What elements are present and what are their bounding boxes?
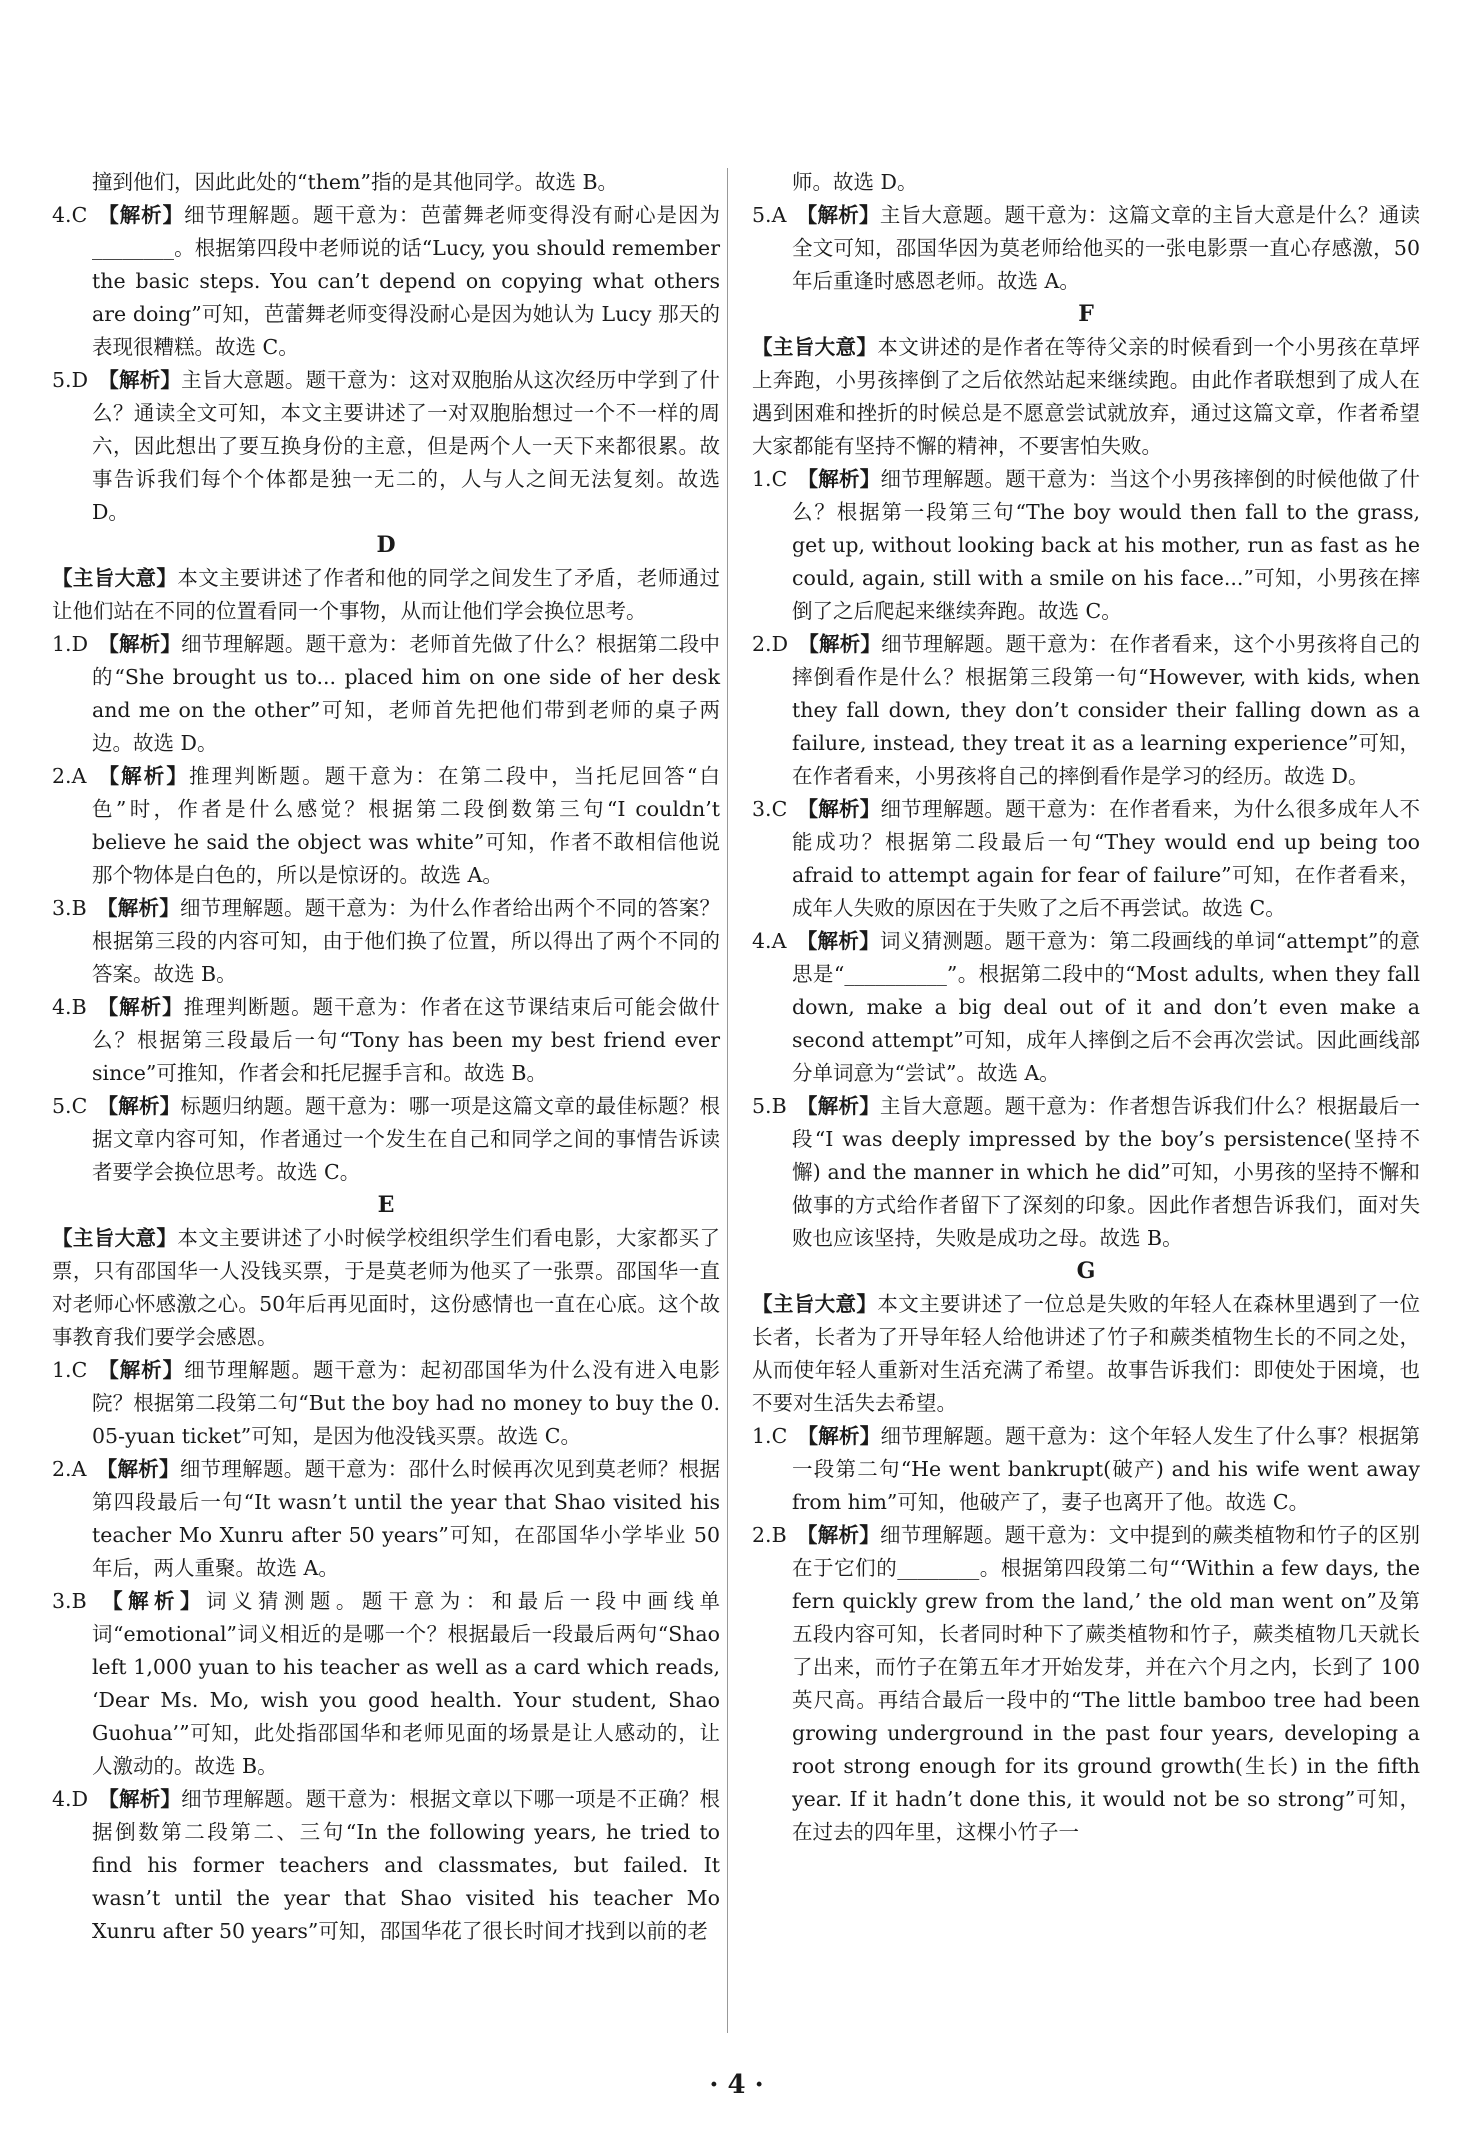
question-number: 5. (752, 1094, 772, 1118)
analysis-text: 细节理解题。题干意为：老师首先做了什么？根据第二段中的“She brought us to... placed him on one side of her desk and me on the other”可知，老师首先把他们带到老师的桌子两边。故选 D。 (92, 632, 721, 755)
analysis-text: 细节理解题。题干意为：这个年轻人发生了什么事？根据第一段第二句“He went bankrupt(破产) and his wife went away from him”可知，他破产了，妻子也离开了他。故选 C。 (792, 1424, 1421, 1514)
answer-item (752, 1090, 1420, 1255)
main-idea-text: 本文主要讲述了小时候学校组织学生们看电影，大家都买了票，只有邵国华一人没钱买票，于是莫老师为他买了一张票。邵国华一直对老师心怀感激之心。50年后再见面时，这份感情也一直在心底。这个故事教育我们要学会感恩。 (52, 1226, 721, 1349)
analysis-tag: 【解析】 (97, 1358, 185, 1382)
answer-item (752, 463, 1420, 628)
question-number: 2. (752, 1523, 772, 1547)
main-idea-text: 本文主要讲述了作者和他的同学之间发生了矛盾，老师通过让他们站在不同的位置看同一个事物，从而让他们学会换位思考。 (52, 566, 721, 623)
analysis-tag: 【解析】 (98, 1787, 182, 1811)
analysis-text: 主旨大意题。题干意为：作者想告诉我们什么？根据最后一段“I was deeply impressed by the boy’s persistence(坚持不懈) and the manner in which he did”可知，小男孩的坚持不懈和做事的方式给作者留下了深刻的印象。因此作者想告诉我们，面对失败也应该坚持，失败是成功之母。故选 B。 (792, 1094, 1421, 1250)
answer-letter: C (771, 1424, 788, 1448)
answer-letter: B (71, 995, 87, 1019)
answer-item (752, 925, 1420, 1090)
answer-letter: D (71, 1787, 88, 1811)
answer-letter: A (771, 203, 787, 227)
analysis-tag: 【解析】 (797, 467, 881, 491)
analysis-tag: 【解析】 (798, 632, 882, 656)
section-heading: G (1076, 1258, 1096, 1284)
answer-item (52, 199, 720, 364)
question-number: 4. (52, 1787, 72, 1811)
analysis-text: 细节理解题。题干意为：芭蕾舞老师变得没有耐心是因为________。根据第四段中老师说的话“Lucy, you should remember the basic steps. You can’t depend on copying what others are doing”可知，芭蕾舞老师变得没耐心是因为她认为 Lucy 那天的表现很糟糕。故选 C。 (92, 203, 721, 359)
answer-letter: C (71, 203, 88, 227)
question-number: 2. (752, 632, 772, 656)
question-number: 3. (52, 896, 72, 920)
main-idea (752, 1288, 1420, 1420)
answer-item (752, 628, 1420, 793)
question-number: 1. (52, 632, 72, 656)
analysis-tag: 【解析】 (796, 929, 881, 953)
continued-text: 师。故选 D。 (792, 170, 918, 194)
analysis-tag: 【解析】 (97, 203, 185, 227)
analysis-text: 细节理解题。题干意为：起初邵国华为什么没有进入电影院？根据第二段第二句“But the boy had no money to buy the 0. 05-yuan ticket”可知，是因为他没钱买票。故选 C。 (92, 1358, 721, 1448)
analysis-text: 主旨大意题。题干意为：这对双胞胎从这次经历中学到了什么？通读全文可知，本文主要讲述了一对双胞胎想过一个不一样的周六，因此想出了要互换身份的主意，但是两个人一天下来都很累。故事告诉我们每个个体都是独一无二的，人与人之间无法复刻。故选 D。 (92, 368, 721, 524)
right-column (752, 166, 1420, 1849)
analysis-tag: 【解析】 (96, 1589, 207, 1613)
question-number: 5. (52, 1094, 72, 1118)
question-number: 5. (52, 368, 72, 392)
question-number: 5. (752, 203, 772, 227)
answer-letter: B (771, 1523, 787, 1547)
answer-item (752, 793, 1420, 925)
answer-item (52, 1783, 720, 1948)
question-number: 1. (752, 467, 772, 491)
answer-item (52, 991, 720, 1090)
answer-letter: A (71, 1457, 87, 1481)
main-idea-text: 本文讲述的是作者在等待父亲的时候看到一个小男孩在草坪上奔跑，小男孩摔倒了之后依然站起来继续跑。由此作者联想到了成人在遇到困难和挫折的时候总是不愿意尝试就放弃，通过这篇文章，作者希望大家都能有坚持不懈的精神，不要害怕失败。 (752, 335, 1421, 458)
analysis-text: 细节理解题。题干意为：在作者看来，这个小男孩将自己的摔倒看作是什么？根据第三段第一句“However, with kids, when they fall down, they don’t consider their falling down as a failure, instead, they treat it as a learning experience”可知，在作者看来，小男孩将自己的摔倒看作是学习的经历。故选 D。 (792, 632, 1421, 788)
left-column (52, 166, 720, 1948)
answer-item (52, 760, 720, 892)
answer-item (52, 892, 720, 991)
continued-text: 撞到他们，因此此处的“them”指的是其他同学。故选 B。 (92, 170, 619, 194)
answer-letter: D (71, 368, 88, 392)
main-idea (52, 1222, 720, 1354)
answer-letter: C (771, 467, 788, 491)
answer-item (752, 1420, 1420, 1519)
answer-item (52, 628, 720, 760)
analysis-text: 推理判断题。题干意为：在第二段中，当托尼回答“白色”时，作者是什么感觉？根据第二段倒数第三句“I couldn’t believe he said the object was white”可知，作者不敢相信他说那个物体是白色的，所以是惊讶的。故选 A。 (92, 764, 721, 887)
main-idea-tag: 【主旨大意】 (752, 1292, 878, 1316)
analysis-text: 词义猜测题。题干意为：和最后一段中画线单词“emotional”词义相近的是哪一个？根据最后一段最后两句“Shao left 1,000 yuan to his teacher as well as a card which reads, ‘Dear Ms. Mo, wish you good health. Your student, Shao Guohua’”可知，此处指邵国华和老师见面的场景是让人感动的，让人激动的。故选 B。 (92, 1589, 721, 1778)
question-number: 3. (752, 797, 772, 821)
question-number: 4. (52, 995, 72, 1019)
analysis-text: 细节理解题。题干意为：当这个小男孩摔倒的时候他做了什么？根据第一段第三句“The boy would then fall to the grass, get up, without looking back at his mother, run as fast as he could, again, still with a smile on his face...”可知，小男孩在摔倒了之后爬起来继续奔跑。故选 C。 (792, 467, 1421, 623)
analysis-text: 推理判断题。题干意为：作者在这节课结束后可能会做什么？根据第三段最后一句“Tony has been my best friend ever since”可推知，作者会和托尼握手言和。故选 B。 (92, 995, 721, 1085)
answer-letter: B (771, 1094, 787, 1118)
answer-item (52, 1090, 720, 1189)
question-number: 2. (52, 1457, 72, 1481)
main-idea-tag: 【主旨大意】 (752, 335, 878, 359)
analysis-tag: 【解析】 (96, 1457, 180, 1481)
analysis-text: 主旨大意题。题干意为：这篇文章的主旨大意是什么？通读全文可知，邵国华因为莫老师给他买的一张电影票一直心存感激，50 年后重逢时感恩老师。故选 A。 (792, 203, 1420, 293)
analysis-tag: 【解析】 (797, 1424, 881, 1448)
answer-item (52, 1585, 720, 1783)
answer-letter: C (771, 797, 788, 821)
question-number: 4. (52, 203, 72, 227)
analysis-tag: 【解析】 (97, 1094, 181, 1118)
question-number: 4. (752, 929, 772, 953)
column-divider (727, 168, 728, 2033)
analysis-tag: 【解析】 (96, 764, 190, 788)
analysis-text: 细节理解题。题干意为：在作者看来，为什么很多成年人不能成功？根据第二段最后一句“They would end up being too afraid to attempt again for fear of failure”可知，在作者看来，成年人失败的原因在于失败了之后不再尝试。故选 C。 (792, 797, 1421, 920)
main-idea (52, 562, 720, 628)
answer-letter: D (771, 632, 788, 656)
main-idea (752, 331, 1420, 463)
analysis-tag: 【解析】 (797, 797, 881, 821)
answer-letter: B (71, 896, 87, 920)
question-number: 3. (52, 1589, 72, 1613)
section-heading: F (1078, 301, 1094, 327)
answer-letter: A (71, 764, 87, 788)
analysis-text: 细节理解题。题干意为：文中提到的蕨类植物和竹子的区别在于它们的________。根据第四段第二句“‘Within a few days, the fern quickly grew from the land,’ the old man went on”及第五段内容可知，长者同时种下了蕨类植物和竹子，蕨类植物几天就长了出来，而竹子在第五年才开始发芽，并在六个月之内，长到了 100 英尺高。再结合最后一段中的“The little bamboo tree had been growing underground in the past four years, developing a root strong enough for its ground growth(生长) in the fifth year. If it hadn’t done this, it would not be so strong”可知，在过去的四年里，这棵小竹子一 (792, 1523, 1421, 1844)
answer-item (752, 1519, 1420, 1849)
answer-letter: B (71, 1589, 87, 1613)
main-idea-text: 本文主要讲述了一位总是失败的年轻人在森林里遇到了一位长者，长者为了开导年轻人给他讲述了竹子和蕨类植物生长的不同之处，从而使年轻人重新对生活充满了希望。故事告诉我们：即使处于困境，也不要对生活失去希望。 (752, 1292, 1421, 1415)
analysis-text: 标题归纳题。题干意为：哪一项是这篇文章的最佳标题？根据文章内容可知，作者通过一个发生在自己和同学之间的事情告诉读者要学会换位思考。故选 C。 (92, 1094, 721, 1184)
question-number: 2. (52, 764, 72, 788)
answer-item (52, 364, 720, 529)
answer-item (52, 1453, 720, 1585)
analysis-tag: 【解析】 (98, 632, 182, 656)
main-idea-tag: 【主旨大意】 (52, 1226, 178, 1250)
main-idea-tag: 【主旨大意】 (52, 566, 178, 590)
analysis-tag: 【解析】 (96, 995, 184, 1019)
section-heading: E (377, 1192, 395, 1218)
section-heading: D (376, 532, 396, 558)
answer-letter: C (71, 1094, 88, 1118)
analysis-tag: 【解析】 (98, 368, 182, 392)
answer-item (52, 1354, 720, 1453)
answer-letter: C (71, 1358, 88, 1382)
answer-letter: A (771, 929, 787, 953)
analysis-tag: 【解析】 (96, 896, 181, 920)
analysis-text: 细节理解题。题干意为：为什么作者给出两个不同的答案？根据第三段的内容可知，由于他们换了位置，所以得出了两个不同的答案。故选 B。 (92, 896, 721, 986)
analysis-tag: 【解析】 (796, 1094, 881, 1118)
analysis-text: 细节理解题。题干意为：根据文章以下哪一项是不正确？根据倒数第二段第二、三句“In the following years, he tried to find his former teachers and classmates, but failed. It wasn’t until the year that Shao visited his teacher Mo Xunru after 50 years”可知，邵国华花了很长时间才找到以前的老 (92, 1787, 721, 1943)
question-number: 1. (752, 1424, 772, 1448)
analysis-tag: 【解析】 (796, 1523, 881, 1547)
answer-letter: D (71, 632, 88, 656)
page-number: · 4 · (709, 2070, 764, 2100)
question-number: 1. (52, 1358, 72, 1382)
analysis-text: 细节理解题。题干意为：邵什么时候再次见到莫老师？根据第四段最后一句“It wasn’t until the year that Shao visited his teacher Mo Xunru after 50 years”可知，在邵国华小学毕业 50 年后，两人重聚。故选 A。 (92, 1457, 720, 1580)
answer-item (752, 199, 1420, 298)
analysis-tag: 【解析】 (796, 203, 880, 227)
analysis-text: 词义猜测题。题干意为：第二段画线的单词“attempt”的意思是“__________”。根据第二段中的“Most adults, when they fall down, make a big deal out of it and don’t even make a second attempt”可知，成年人摔倒之后不会再次尝试。因此画线部分单词意为“尝试”。故选 A。 (792, 929, 1420, 1085)
